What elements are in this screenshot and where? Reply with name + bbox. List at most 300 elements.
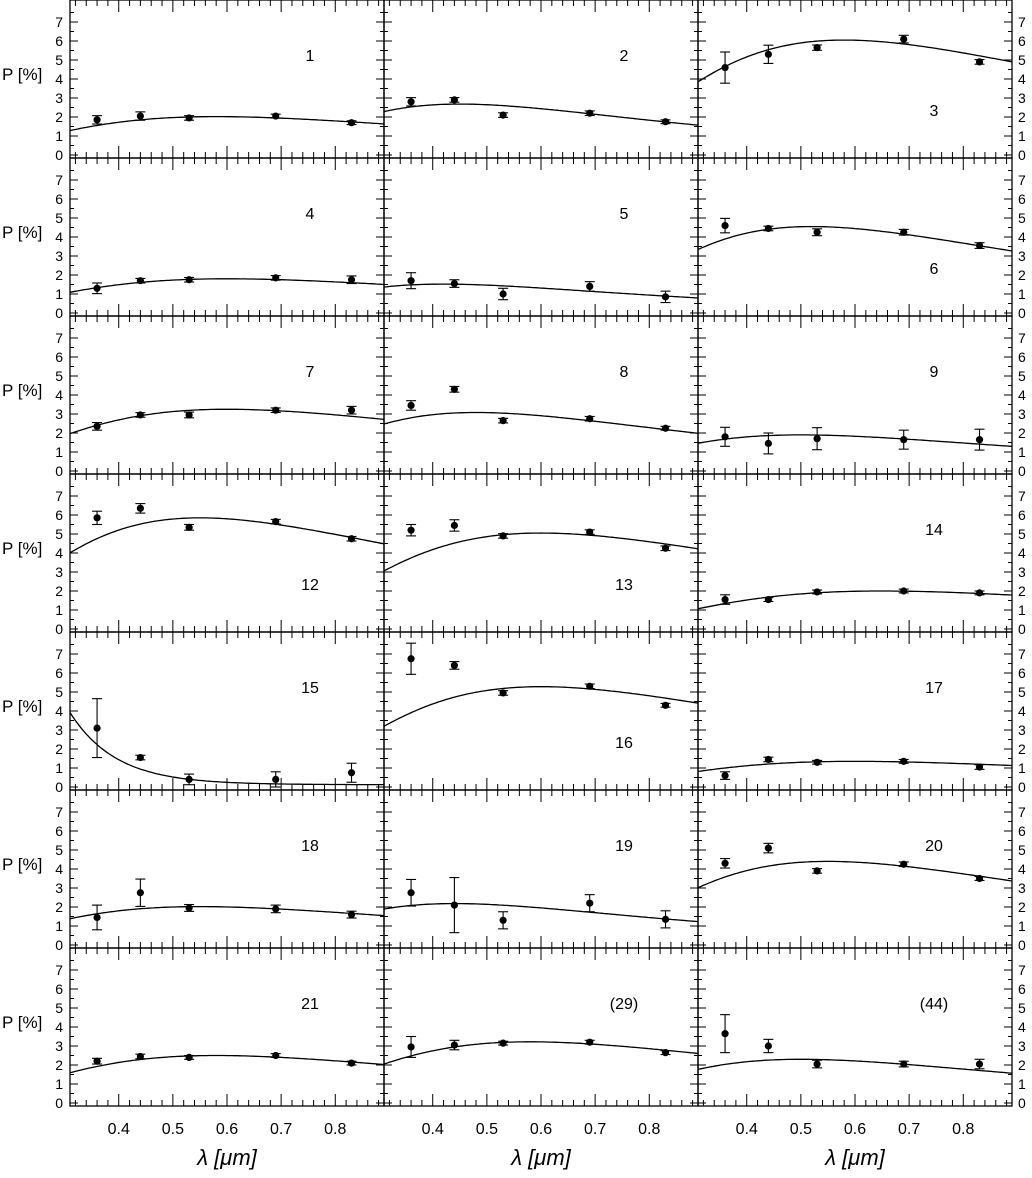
y-tick-label: 2 [1018, 1057, 1026, 1073]
data-point [662, 545, 669, 552]
y-tick-label: 1 [55, 918, 63, 934]
y-tick-label: 7 [1018, 804, 1026, 820]
x-axis [108, 1121, 975, 1170]
fit-curve [70, 409, 384, 433]
y-tick-label: 2 [1018, 899, 1026, 915]
panel-frame [384, 0, 698, 158]
y-tick-label: 7 [1018, 330, 1026, 346]
panel-label: 21 [301, 996, 319, 1013]
data-point [721, 222, 728, 229]
panel-frame [384, 474, 698, 632]
data-point [900, 436, 907, 443]
y-tick-label: 1 [1018, 286, 1026, 302]
data-point [976, 242, 983, 249]
y-tick-label: 0 [55, 779, 63, 795]
data-point [662, 425, 669, 432]
panel-label: 12 [301, 577, 319, 594]
data-point [721, 433, 728, 440]
panel-label: 20 [925, 838, 943, 855]
y-tick-label: 0 [1018, 621, 1026, 637]
data-point [976, 58, 983, 65]
data-point [900, 1060, 907, 1067]
panel-frame [384, 632, 698, 790]
panel [55, 474, 384, 637]
data-point [407, 402, 414, 409]
data-point [186, 411, 193, 418]
data-point [93, 725, 100, 732]
data-point [500, 417, 507, 424]
panel-frame [70, 632, 384, 790]
y-tick-label: 6 [1018, 507, 1026, 523]
y-tick-label: 3 [1018, 722, 1026, 738]
data-point [407, 98, 414, 105]
panel [55, 0, 384, 163]
y-tick-label: 6 [1018, 823, 1026, 839]
y-tick-label: 4 [1018, 545, 1026, 561]
panel [384, 158, 698, 316]
data-point [348, 769, 355, 776]
x-tick-label: 0.8 [324, 1121, 347, 1138]
y-tick-label: 1 [55, 128, 63, 144]
fit-curve [384, 904, 698, 922]
x-tick-label: 0.7 [584, 1121, 607, 1138]
x-tick-label: 0.5 [161, 1121, 184, 1138]
panel-frame [698, 474, 1012, 632]
panel-label: 13 [615, 577, 633, 594]
y-axis-label: P [%] [2, 65, 43, 84]
panel-frame [698, 316, 1012, 474]
data-point [348, 1060, 355, 1067]
y-tick-label: 2 [1018, 741, 1026, 757]
data-point [721, 64, 728, 71]
y-tick-label: 2 [55, 1057, 63, 1073]
y-tick-label: 0 [1018, 779, 1026, 795]
data-point [186, 114, 193, 121]
panel-label: 19 [615, 838, 633, 855]
y-tick-label: 5 [1018, 210, 1026, 226]
fit-curve [698, 435, 1012, 447]
data-point [348, 276, 355, 283]
panel [698, 0, 1026, 163]
y-axis-labels [2, 65, 42, 1032]
fit-curve [384, 413, 698, 434]
y-tick-label: 1 [1018, 602, 1026, 618]
y-tick-label: 0 [55, 937, 63, 953]
data-point [500, 1040, 507, 1047]
y-tick-label: 7 [1018, 646, 1026, 662]
x-tick-label: 0.7 [898, 1121, 921, 1138]
panel-frame [698, 158, 1012, 316]
y-tick-label: 7 [1018, 172, 1026, 188]
y-tick-label: 7 [1018, 962, 1026, 978]
fit-curve [70, 518, 384, 553]
panel [698, 948, 1026, 1111]
panel-label: 16 [615, 735, 633, 752]
y-tick-label: 0 [55, 621, 63, 637]
y-tick-label: 5 [55, 526, 63, 542]
y-tick-label: 2 [55, 425, 63, 441]
y-tick-label: 4 [55, 545, 63, 561]
y-tick-label: 1 [1018, 918, 1026, 934]
y-tick-label: 3 [55, 248, 63, 264]
data-point [900, 587, 907, 594]
data-point [765, 756, 772, 763]
data-point [814, 588, 821, 595]
y-tick-label: 7 [1018, 14, 1026, 30]
y-tick-label: 6 [1018, 33, 1026, 49]
x-tick-label: 0.7 [270, 1121, 293, 1138]
data-point [814, 759, 821, 766]
y-tick-label: 5 [1018, 368, 1026, 384]
data-point [586, 683, 593, 690]
y-tick-label: 6 [55, 665, 63, 681]
y-tick-label: 0 [1018, 147, 1026, 163]
y-tick-label: 6 [55, 33, 63, 49]
x-tick-label: 0.8 [952, 1121, 975, 1138]
y-tick-label: 3 [55, 880, 63, 896]
panel-frame [70, 474, 384, 632]
data-point [976, 875, 983, 882]
y-tick-label: 2 [55, 899, 63, 915]
x-tick-label: 0.6 [215, 1121, 239, 1138]
panel [55, 632, 384, 795]
data-point [721, 596, 728, 603]
panel [698, 316, 1026, 479]
data-point [586, 283, 593, 290]
data-point [814, 1060, 821, 1067]
data-point [348, 407, 355, 414]
data-point [721, 772, 728, 779]
y-tick-label: 6 [55, 981, 63, 997]
y-tick-label: 4 [1018, 1019, 1026, 1035]
data-point [272, 112, 279, 119]
y-tick-label: 1 [1018, 128, 1026, 144]
panel-label: 7 [305, 364, 315, 381]
y-tick-label: 1 [55, 602, 63, 618]
data-point [814, 435, 821, 442]
y-tick-label: 1 [55, 286, 63, 302]
panel-frame [70, 948, 384, 1106]
data-point [900, 36, 907, 43]
y-tick-label: 0 [1018, 463, 1026, 479]
data-point [272, 776, 279, 783]
data-point [272, 905, 279, 912]
panel-frame [698, 790, 1012, 948]
y-tick-label: 6 [1018, 981, 1026, 997]
y-tick-label: 7 [55, 804, 63, 820]
data-point [93, 914, 100, 921]
panel [384, 0, 698, 158]
panel-label: 1 [305, 48, 315, 65]
y-tick-label: 3 [1018, 248, 1026, 264]
panel [698, 790, 1026, 953]
panel-label: 4 [305, 206, 315, 223]
panel-label: 17 [925, 680, 943, 697]
panel-frame [698, 948, 1012, 1106]
panel-label: 6 [929, 261, 939, 278]
y-tick-label: 2 [1018, 109, 1026, 125]
data-point [662, 702, 669, 709]
data-point [93, 1058, 100, 1065]
y-tick-label: 2 [55, 583, 63, 599]
data-point [93, 423, 100, 430]
data-point [765, 1042, 772, 1049]
y-tick-label: 3 [1018, 406, 1026, 422]
data-point [137, 505, 144, 512]
data-point [407, 527, 414, 534]
data-point [93, 514, 100, 521]
y-tick-label: 4 [55, 229, 63, 245]
y-tick-label: 0 [1018, 305, 1026, 321]
data-point [586, 529, 593, 536]
fit-curve [70, 279, 384, 293]
data-point [662, 293, 669, 300]
data-point [186, 1054, 193, 1061]
y-tick-label: 4 [1018, 387, 1026, 403]
fit-curve [70, 117, 384, 131]
data-point [407, 655, 414, 662]
y-tick-label: 6 [1018, 349, 1026, 365]
data-point [137, 754, 144, 761]
y-axis-label: P [%] [2, 1013, 43, 1032]
panel-label: 18 [301, 838, 319, 855]
panel-label: 8 [619, 364, 629, 381]
data-point [900, 758, 907, 765]
data-point [662, 118, 669, 125]
fit-curve [384, 533, 698, 571]
data-point [407, 889, 414, 896]
x-tick-label: 0.4 [735, 1121, 758, 1138]
x-tick-label: 0.6 [529, 1121, 553, 1138]
fit-curve [698, 861, 1012, 887]
data-point [500, 917, 507, 924]
y-tick-label: 6 [55, 823, 63, 839]
y-tick-label: 5 [55, 842, 63, 858]
y-tick-label: 7 [55, 172, 63, 188]
data-point [900, 229, 907, 236]
panel-label: (44) [919, 996, 949, 1013]
data-point [451, 280, 458, 287]
y-tick-label: 1 [1018, 444, 1026, 460]
data-point [407, 1043, 414, 1050]
panel [698, 158, 1026, 321]
x-tick-label: 0.5 [789, 1121, 812, 1138]
data-point [451, 386, 458, 393]
data-point [137, 1053, 144, 1060]
data-point [451, 662, 458, 669]
data-point [900, 861, 907, 868]
data-point [976, 1060, 983, 1067]
panel [384, 790, 698, 948]
y-tick-label: 1 [1018, 760, 1026, 776]
x-axis-label: λ [μm] [511, 1145, 571, 1170]
data-point [500, 112, 507, 119]
y-tick-label: 4 [55, 861, 63, 877]
y-tick-label: 0 [55, 305, 63, 321]
fit-curve [698, 761, 1012, 771]
y-tick-label: 2 [1018, 583, 1026, 599]
fit-curve [70, 713, 384, 785]
y-tick-label: 7 [55, 488, 63, 504]
y-tick-label: 6 [55, 349, 63, 365]
data-point [451, 522, 458, 529]
data-point [586, 110, 593, 117]
y-tick-label: 4 [55, 71, 63, 87]
data-point [272, 518, 279, 525]
x-axis-label: λ [μm] [825, 1145, 885, 1170]
fit-curve [70, 907, 384, 919]
y-tick-label: 7 [55, 646, 63, 662]
x-tick-label: 0.5 [475, 1121, 498, 1138]
y-axis-label: P [%] [2, 855, 43, 874]
data-point [186, 776, 193, 783]
panel [384, 316, 698, 474]
x-axis-label: λ [μm] [197, 1145, 257, 1170]
y-tick-label: 5 [55, 210, 63, 226]
panel-label: 15 [301, 680, 319, 697]
y-tick-label: 2 [1018, 267, 1026, 283]
panel-frame [70, 158, 384, 316]
panel-frame [70, 790, 384, 948]
data-point [500, 689, 507, 696]
y-tick-label: 4 [55, 1019, 63, 1035]
panel [55, 948, 384, 1111]
y-tick-label: 2 [1018, 425, 1026, 441]
y-tick-label: 4 [55, 387, 63, 403]
fit-curve [698, 40, 1012, 82]
panel-frame [384, 948, 698, 1106]
data-point [348, 911, 355, 918]
data-point [137, 277, 144, 284]
y-tick-label: 2 [55, 267, 63, 283]
y-tick-label: 3 [55, 1038, 63, 1054]
y-tick-label: 3 [55, 564, 63, 580]
data-point [186, 276, 193, 283]
y-tick-label: 3 [55, 406, 63, 422]
data-point [137, 411, 144, 418]
data-point [451, 96, 458, 103]
y-tick-label: 4 [1018, 703, 1026, 719]
panel [384, 948, 698, 1106]
data-point [814, 44, 821, 51]
data-point [976, 436, 983, 443]
data-point [137, 889, 144, 896]
y-tick-label: 6 [1018, 665, 1026, 681]
x-tick-label: 0.8 [638, 1121, 661, 1138]
x-tick-label: 0.4 [421, 1121, 444, 1138]
panel-label: (29) [609, 996, 639, 1013]
data-point [272, 407, 279, 414]
y-tick-label: 4 [1018, 229, 1026, 245]
data-point [976, 763, 983, 770]
panel [384, 474, 698, 632]
data-point [348, 535, 355, 542]
panel [384, 632, 698, 790]
panel-frame [384, 158, 698, 316]
y-tick-label: 5 [1018, 1000, 1026, 1016]
x-tick-label: 0.4 [107, 1121, 130, 1138]
y-tick-label: 2 [55, 741, 63, 757]
y-tick-label: 1 [55, 1076, 63, 1092]
y-tick-label: 5 [55, 1000, 63, 1016]
panel-frame [70, 316, 384, 474]
y-tick-label: 7 [55, 14, 63, 30]
y-tick-label: 4 [1018, 861, 1026, 877]
y-tick-label: 3 [55, 722, 63, 738]
data-point [662, 916, 669, 923]
panel [698, 632, 1026, 795]
data-point [814, 229, 821, 236]
y-tick-label: 1 [55, 444, 63, 460]
data-point [765, 225, 772, 232]
y-tick-label: 1 [1018, 1076, 1026, 1092]
y-tick-label: 0 [55, 1095, 63, 1111]
data-point [407, 277, 414, 284]
data-point [500, 532, 507, 539]
y-tick-label: 1 [55, 760, 63, 776]
y-tick-label: 4 [55, 703, 63, 719]
data-point [765, 845, 772, 852]
y-tick-label: 0 [1018, 1095, 1026, 1111]
panel-grid [55, 0, 1026, 1111]
y-tick-label: 7 [1018, 488, 1026, 504]
y-axis-label: P [%] [2, 381, 43, 400]
panel-frame [384, 316, 698, 474]
data-point [586, 415, 593, 422]
data-point [765, 51, 772, 58]
y-tick-label: 0 [1018, 937, 1026, 953]
data-point [500, 290, 507, 297]
y-tick-label: 0 [55, 463, 63, 479]
y-tick-label: 5 [1018, 842, 1026, 858]
data-point [586, 900, 593, 907]
fit-curve [698, 591, 1012, 609]
y-tick-label: 3 [55, 90, 63, 106]
panel-frame [70, 0, 384, 158]
y-tick-label: 4 [1018, 71, 1026, 87]
data-point [186, 524, 193, 531]
data-point [93, 285, 100, 292]
y-tick-label: 5 [1018, 52, 1026, 68]
panel [55, 790, 384, 953]
panel-frame [384, 790, 698, 948]
y-tick-label: 5 [1018, 684, 1026, 700]
y-tick-label: 5 [55, 52, 63, 68]
panel-label: 5 [619, 206, 629, 223]
y-axis-label: P [%] [2, 697, 43, 716]
data-point [93, 116, 100, 123]
panel-label: 2 [619, 48, 629, 65]
y-tick-label: 6 [55, 191, 63, 207]
y-tick-label: 3 [1018, 1038, 1026, 1054]
data-point [721, 860, 728, 867]
y-tick-label: 7 [55, 962, 63, 978]
fit-curve [70, 1056, 384, 1073]
data-point [272, 274, 279, 281]
data-point [765, 596, 772, 603]
panel-label: 14 [925, 522, 943, 539]
data-point [348, 119, 355, 126]
y-axis-label: P [%] [2, 539, 43, 558]
y-tick-label: 3 [1018, 90, 1026, 106]
x-tick-label: 0.6 [843, 1121, 867, 1138]
panel [698, 474, 1026, 637]
data-point [451, 902, 458, 909]
fit-curve [384, 104, 698, 125]
y-tick-label: 5 [55, 684, 63, 700]
y-tick-label: 7 [55, 330, 63, 346]
y-tick-label: 6 [55, 507, 63, 523]
